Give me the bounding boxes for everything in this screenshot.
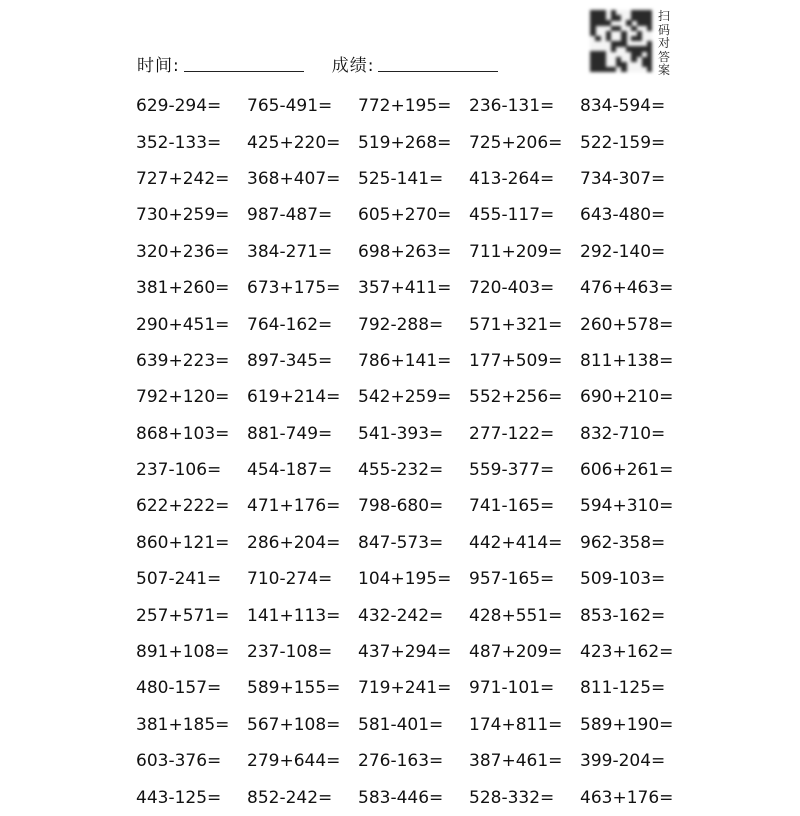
problem-item: 357+411= bbox=[358, 278, 452, 299]
problem-row bbox=[136, 707, 696, 743]
problem-item: 519+268= bbox=[358, 132, 452, 153]
problem-item: 454-187= bbox=[247, 460, 333, 481]
problem-row bbox=[136, 561, 696, 597]
problem-item: 583-446= bbox=[358, 787, 444, 808]
problem-item: 853-162= bbox=[580, 605, 666, 626]
problem-item: 237-108= bbox=[247, 642, 333, 663]
problem-item: 710-274= bbox=[247, 569, 333, 590]
problem-item: 639+223= bbox=[136, 350, 230, 371]
problem-item: 276-163= bbox=[358, 751, 444, 772]
problem-item: 559-377= bbox=[469, 460, 555, 481]
problem-item: 962-358= bbox=[580, 532, 666, 553]
problem-item: 509-103= bbox=[580, 569, 666, 590]
problem-row bbox=[136, 306, 696, 342]
problem-item: 384-271= bbox=[247, 241, 333, 262]
problem-item: 476+463= bbox=[580, 278, 674, 299]
problem-item: 174+811= bbox=[469, 714, 563, 735]
problem-item: 832-710= bbox=[580, 423, 666, 444]
problem-item: 605+270= bbox=[358, 205, 452, 226]
problem-item: 897-345= bbox=[247, 350, 333, 371]
problem-item: 277-122= bbox=[469, 423, 555, 444]
problem-item: 603-376= bbox=[136, 751, 222, 772]
problem-item: 792-288= bbox=[358, 314, 444, 335]
problem-item: 622+222= bbox=[136, 496, 230, 517]
problem-row bbox=[136, 270, 696, 306]
score-field bbox=[332, 51, 499, 76]
problem-row bbox=[136, 379, 696, 415]
problem-item: 542+259= bbox=[358, 387, 452, 408]
problem-item: 552+256= bbox=[469, 387, 563, 408]
problem-item: 257+571= bbox=[136, 605, 230, 626]
problem-item: 528-332= bbox=[469, 787, 555, 808]
problem-item: 581-401= bbox=[358, 714, 444, 735]
problem-item: 711+209= bbox=[469, 241, 563, 262]
problem-item: 432-242= bbox=[358, 605, 444, 626]
problem-item: 643-480= bbox=[580, 205, 666, 226]
problem-item: 772+195= bbox=[358, 96, 452, 117]
problem-item: 891+108= bbox=[136, 642, 230, 663]
problem-item: 425+220= bbox=[247, 132, 341, 153]
problem-item: 507-241= bbox=[136, 569, 222, 590]
problem-row bbox=[136, 597, 696, 633]
problem-item: 571+321= bbox=[469, 314, 563, 335]
problem-item: 971-101= bbox=[469, 678, 555, 699]
problem-item: 719+241= bbox=[358, 678, 452, 699]
problem-item: 734-307= bbox=[580, 168, 666, 189]
problem-item: 720-403= bbox=[469, 278, 555, 299]
problem-item: 428+551= bbox=[469, 605, 563, 626]
problem-item: 413-264= bbox=[469, 168, 555, 189]
problem-item: 606+261= bbox=[580, 460, 674, 481]
worksheet-header bbox=[137, 52, 498, 76]
problem-item: 455-117= bbox=[469, 205, 555, 226]
problem-row bbox=[136, 161, 696, 197]
problem-row bbox=[136, 234, 696, 270]
problem-item: 860+121= bbox=[136, 532, 230, 553]
score-blank-line bbox=[378, 70, 498, 72]
problem-item: 798-680= bbox=[358, 496, 444, 517]
problem-item: 368+407= bbox=[247, 168, 341, 189]
qr-caption-char: 码 bbox=[657, 22, 670, 37]
problem-item: 525-141= bbox=[358, 168, 444, 189]
problem-item: 279+644= bbox=[247, 751, 341, 772]
problem-row bbox=[136, 197, 696, 233]
problem-row bbox=[136, 343, 696, 379]
problem-item: 698+263= bbox=[358, 241, 452, 262]
problem-item: 852-242= bbox=[247, 787, 333, 808]
qr-code-icon bbox=[590, 10, 652, 72]
qr-caption-char: 对 bbox=[657, 36, 670, 50]
problem-row bbox=[136, 779, 696, 815]
problem-item: 292-140= bbox=[580, 241, 666, 262]
problem-item: 177+509= bbox=[469, 350, 563, 371]
problem-item: 290+451= bbox=[136, 314, 230, 335]
problem-row bbox=[136, 488, 696, 524]
problem-item: 727+242= bbox=[136, 168, 230, 189]
problem-item: 690+210= bbox=[580, 387, 674, 408]
problem-item: 619+214= bbox=[247, 387, 341, 408]
problem-row bbox=[136, 670, 696, 706]
problem-item: 847-573= bbox=[358, 532, 444, 553]
problem-item: 455-232= bbox=[358, 460, 444, 481]
problem-row bbox=[136, 634, 696, 670]
problem-item: 764-162= bbox=[247, 314, 333, 335]
problem-item: 480-157= bbox=[136, 678, 222, 699]
time-blank-line bbox=[184, 70, 304, 72]
problem-row bbox=[136, 525, 696, 561]
problem-row bbox=[136, 416, 696, 452]
problem-item: 443-125= bbox=[136, 787, 222, 808]
problem-item: 567+108= bbox=[247, 714, 341, 735]
problem-item: 589+190= bbox=[580, 714, 674, 735]
problem-item: 811+138= bbox=[580, 350, 674, 371]
problem-item: 589+155= bbox=[247, 678, 341, 699]
problem-row bbox=[136, 452, 696, 488]
problem-item: 834-594= bbox=[580, 96, 666, 117]
problem-item: 868+103= bbox=[136, 423, 230, 444]
problem-item: 286+204= bbox=[247, 532, 341, 553]
problem-item: 471+176= bbox=[247, 496, 341, 517]
qr-caption bbox=[654, 10, 674, 78]
problem-item: 487+209= bbox=[469, 642, 563, 663]
problem-item: 320+236= bbox=[136, 241, 230, 262]
problem-item: 987-487= bbox=[247, 205, 333, 226]
problem-item: 629-294= bbox=[136, 96, 222, 117]
problem-item: 381+260= bbox=[136, 278, 230, 299]
time-label: 时间: bbox=[137, 56, 180, 76]
problem-item: 811-125= bbox=[580, 678, 666, 699]
problem-item: 399-204= bbox=[580, 751, 666, 772]
problem-row bbox=[136, 743, 696, 779]
problem-item: 792+120= bbox=[136, 387, 230, 408]
problem-item: 957-165= bbox=[469, 569, 555, 590]
problem-item: 381+185= bbox=[136, 714, 230, 735]
problem-item: 437+294= bbox=[358, 642, 452, 663]
problem-item: 423+162= bbox=[580, 642, 674, 663]
qr-caption-char: 扫 bbox=[657, 9, 670, 23]
problem-item: 881-749= bbox=[247, 423, 333, 444]
problem-row bbox=[136, 88, 696, 124]
score-label: 成绩: bbox=[331, 56, 375, 76]
problem-item: 725+206= bbox=[469, 132, 563, 153]
problem-item: 141+113= bbox=[247, 605, 341, 626]
problem-item: 352-133= bbox=[136, 132, 222, 153]
problem-item: 522-159= bbox=[580, 132, 666, 153]
problem-item: 786+141= bbox=[358, 350, 452, 371]
problem-item: 765-491= bbox=[247, 96, 333, 117]
problem-item: 237-106= bbox=[136, 460, 222, 481]
problem-item: 442+414= bbox=[469, 532, 563, 553]
problem-item: 541-393= bbox=[358, 423, 444, 444]
problem-item: 673+175= bbox=[247, 278, 341, 299]
problem-item: 260+578= bbox=[580, 314, 674, 335]
problem-item: 594+310= bbox=[580, 496, 674, 517]
problem-item: 741-165= bbox=[469, 496, 555, 517]
time-field bbox=[137, 51, 304, 76]
problem-item: 387+461= bbox=[469, 751, 563, 772]
problem-item: 463+176= bbox=[580, 787, 674, 808]
answer-qr-block bbox=[590, 10, 676, 76]
problem-item: 236-131= bbox=[469, 96, 555, 117]
problem-item: 730+259= bbox=[136, 205, 230, 226]
qr-caption-char: 案 bbox=[657, 63, 670, 77]
problem-item: 104+195= bbox=[358, 569, 452, 590]
problem-grid bbox=[136, 88, 696, 816]
qr-caption-char: 答 bbox=[657, 49, 670, 64]
problem-row bbox=[136, 124, 696, 160]
